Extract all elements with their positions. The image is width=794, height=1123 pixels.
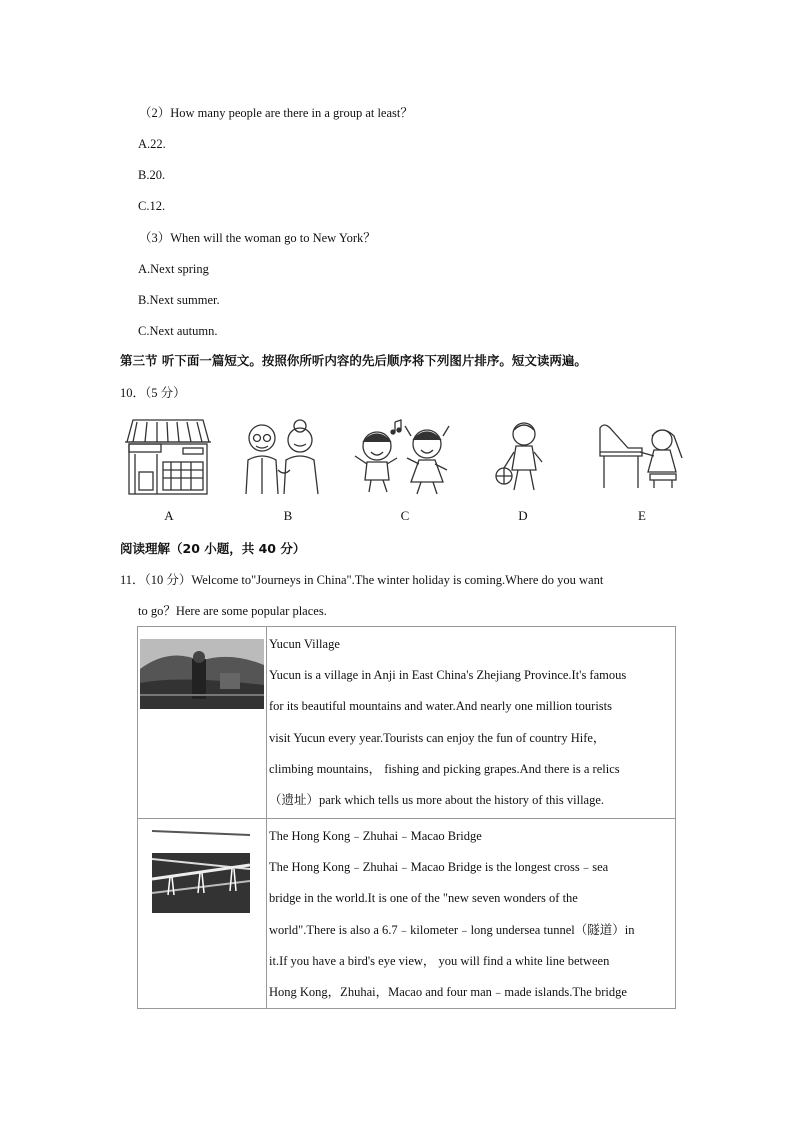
picture-c-caption: C <box>400 508 410 523</box>
places-table <box>137 626 676 1009</box>
bridge-passage <box>269 821 673 1008</box>
passage-line: Yucun is a village in Anji in East China's Zhejiang Province.It's famous <box>269 668 627 683</box>
reading-heading: 阅读理解（20 小题，共 40 分） <box>120 541 306 556</box>
q10-stem: 10．（5 分） <box>120 386 186 400</box>
dancing-children-picture <box>353 418 453 496</box>
yucun-village-photo <box>140 639 264 709</box>
q9-sub3-option-b: B.Next summer. <box>138 293 220 307</box>
passage-line: world".There is also a 6.7﹣kilometer﹣long undersea tunnel（隧道）in <box>269 922 635 937</box>
picture-e-caption: E <box>638 508 646 523</box>
picture-a-caption: A <box>164 508 174 523</box>
table-row <box>138 819 676 1009</box>
passage-line: visit Yucun every year.Tourists can enjoy the fun of country Hife， <box>269 730 606 745</box>
shop-picture <box>121 418 213 496</box>
place-title: The Hong Kong﹣Zhuhai﹣Macao Bridge <box>269 829 482 843</box>
basketball-boy-picture <box>492 418 552 496</box>
q9-sub2-option-a: A.22. <box>138 137 166 151</box>
q9-sub3-option-c: C.Next autumn. <box>138 324 218 338</box>
section3-heading: 第三节 听下面一篇短文。按照你所听内容的先后顺序将下列图片排序。短文读两遍。 <box>120 353 587 368</box>
q11-stem-line2: to go？Here are some popular places. <box>138 604 327 618</box>
passage-line: for its beautiful mountains and water.And nearly one million tourists <box>269 699 612 714</box>
table-row <box>138 627 676 819</box>
passage-line: bridge in the world.It is one of the "new seven wonders of the <box>269 891 578 906</box>
q9-sub3-question: （3）When will the woman go to New York？ <box>139 231 376 245</box>
yucun-passage <box>269 629 673 816</box>
q9-sub2-option-c: C.12. <box>138 199 166 213</box>
passage-line: The Hong Kong﹣Zhuhai﹣Macao Bridge is the longest cross﹣sea <box>269 860 609 875</box>
grandparents-picture <box>240 418 326 496</box>
place-title: Yucun Village <box>269 637 340 651</box>
passage-line: it.If you have a bird's eye view， you will find a white line between <box>269 953 610 968</box>
table-cell <box>267 627 676 819</box>
table-cell <box>267 819 676 1009</box>
passage-line: （遗址）park which tells us more about the history of this village. <box>269 793 605 808</box>
picture-b-caption: B <box>283 508 293 523</box>
passage-line: Hong Kong，Zhuhai，Macao and four man﹣made islands.The bridge <box>269 985 627 1000</box>
picture-d-caption: D <box>518 508 528 523</box>
q11-stem-line1: 11．（10 分）Welcome to"Journeys in China".The winter holiday is coming.Where do you want <box>120 573 604 587</box>
table-cell <box>138 819 267 1009</box>
table-cell <box>138 627 267 819</box>
passage-line: climbing mountains， fishing and picking grapes.And there is a relics <box>269 761 620 776</box>
q9-sub2-question: （2）How many people are there in a group at least？ <box>139 106 413 120</box>
q9-sub2-option-b: B.20. <box>138 168 166 182</box>
q9-sub3-option-a: A.Next spring <box>138 262 209 276</box>
piano-girl-picture <box>596 418 688 496</box>
bridge-photo <box>152 829 250 913</box>
